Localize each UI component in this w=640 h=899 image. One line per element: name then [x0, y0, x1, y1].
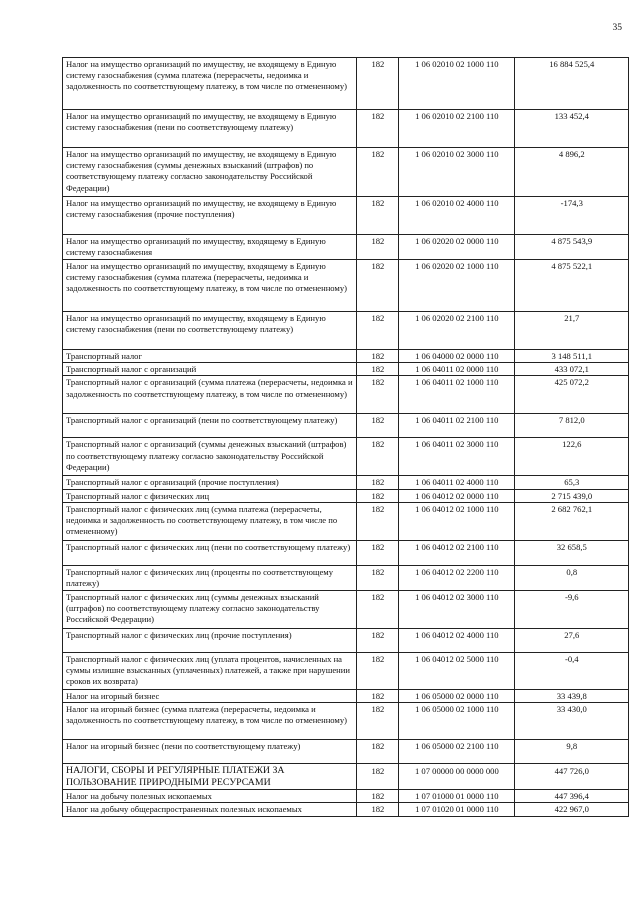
amount-cell: 122,6	[514, 438, 628, 476]
administrator-code-cell: 182	[356, 58, 399, 110]
income-name-cell: Транспортный налог с физических лиц	[63, 489, 357, 502]
administrator-code-cell: 182	[356, 363, 399, 376]
amount-cell: -9,6	[514, 590, 628, 628]
table-row	[63, 540, 629, 565]
income-name-cell: Транспортный налог с физических лиц (проценты по соответствующему платежу)	[63, 565, 357, 590]
amount-cell: 33 439,8	[514, 689, 628, 702]
table-row	[63, 260, 629, 312]
page-number: 35	[612, 23, 622, 33]
income-name-cell: Налог на имущество организаций по имуществу, не входящему в Единую систему газоснабжения (прочие поступления)	[63, 197, 357, 235]
administrator-code-cell: 182	[356, 438, 399, 476]
income-name-cell: Транспортный налог с физических лиц (уплата процентов, начисленных на суммы излишне взысканных (уплаченных) платежей, а также при нарушении сроков их возврата)	[63, 652, 357, 689]
revenue-table	[62, 57, 629, 817]
budget-classification-code-cell: 1 06 04000 02 0000 110	[399, 350, 514, 363]
budget-classification-code-cell: 1 06 02020 02 2100 110	[399, 312, 514, 350]
table-row	[63, 476, 629, 489]
income-name-cell: Налог на игорный бизнес (сумма платежа (перерасчеты, недоимка и задолженность по соответствующему платежу, в том числе по отмененному)	[63, 703, 357, 740]
amount-cell: -174,3	[514, 197, 628, 235]
budget-classification-code-cell: 1 06 04012 02 2100 110	[399, 540, 514, 565]
budget-classification-code-cell: 1 06 04011 02 2100 110	[399, 414, 514, 438]
table-row	[63, 489, 629, 502]
income-name-cell: Налог на имущество организаций по имуществу, входящему в Единую систему газоснабжения	[63, 235, 357, 260]
income-name-cell: Транспортный налог с физических лиц (суммы денежных взысканий (штрафов) по соответствующему платежу согласно законодательству Российской Федерации)	[63, 590, 357, 628]
administrator-code-cell: 182	[356, 565, 399, 590]
table-row	[63, 565, 629, 590]
amount-cell: 4 875 522,1	[514, 260, 628, 312]
amount-cell: 33 430,0	[514, 703, 628, 740]
table-row	[63, 110, 629, 148]
budget-classification-code-cell: 1 06 04012 02 2200 110	[399, 565, 514, 590]
budget-classification-code-cell: 1 06 02010 02 3000 110	[399, 148, 514, 197]
amount-cell: 0,8	[514, 565, 628, 590]
administrator-code-cell: 182	[356, 197, 399, 235]
administrator-code-cell: 182	[356, 740, 399, 764]
budget-classification-code-cell: 1 06 04011 02 0000 110	[399, 363, 514, 376]
administrator-code-cell: 182	[356, 803, 399, 817]
table-row	[63, 376, 629, 414]
amount-cell: 447 396,4	[514, 790, 628, 803]
income-name-cell: Транспортный налог с организаций (прочие поступления)	[63, 476, 357, 489]
amount-cell: 7 812,0	[514, 414, 628, 438]
administrator-code-cell: 182	[356, 110, 399, 148]
budget-classification-code-cell: 1 07 00000 00 0000 000	[399, 764, 514, 790]
income-name-cell: Налог на имущество организаций по имуществу, не входящему в Единую систему газоснабжения (сумма платежа (перерасчеты, недоимка и задолженность по соответствующему платежу, в том числе по отмененному)	[63, 58, 357, 110]
budget-classification-code-cell: 1 07 01020 01 0000 110	[399, 803, 514, 817]
budget-classification-code-cell: 1 06 04012 02 4000 110	[399, 628, 514, 652]
amount-cell: 2 682 762,1	[514, 502, 628, 540]
table-row	[63, 58, 629, 110]
amount-cell: 27,6	[514, 628, 628, 652]
table-row	[63, 740, 629, 764]
budget-classification-code-cell: 1 06 04011 02 3000 110	[399, 438, 514, 476]
table-row	[63, 628, 629, 652]
table-row	[63, 414, 629, 438]
table-row	[63, 703, 629, 740]
budget-classification-code-cell: 1 06 04011 02 4000 110	[399, 476, 514, 489]
table-row	[63, 235, 629, 260]
budget-classification-code-cell: 1 06 02020 02 1000 110	[399, 260, 514, 312]
income-name-cell: НАЛОГИ, СБОРЫ И РЕГУЛЯРНЫЕ ПЛАТЕЖИ ЗА ПОЛЬЗОВАНИЕ ПРИРОДНЫМИ РЕСУРСАМИ	[63, 764, 357, 790]
administrator-code-cell: 182	[356, 414, 399, 438]
income-name-cell: Налог на игорный бизнес	[63, 689, 357, 702]
income-name-cell: Транспортный налог с организаций (пени по соответствующему платежу)	[63, 414, 357, 438]
table-row	[63, 197, 629, 235]
amount-cell: 425 072,2	[514, 376, 628, 414]
administrator-code-cell: 182	[356, 350, 399, 363]
amount-cell: 65,3	[514, 476, 628, 489]
budget-classification-code-cell: 1 06 05000 02 2100 110	[399, 740, 514, 764]
table-row	[63, 502, 629, 540]
income-name-cell: Налог на добычу полезных ископаемых	[63, 790, 357, 803]
income-name-cell: Налог на имущество организаций по имуществу, входящему в Единую систему газоснабжения (сумма платежа (перерасчеты, недоимка и задолженность по соответствующему платежу, в том числе по отмененному)	[63, 260, 357, 312]
administrator-code-cell: 182	[356, 764, 399, 790]
table-row	[63, 363, 629, 376]
administrator-code-cell: 182	[356, 148, 399, 197]
administrator-code-cell: 182	[356, 540, 399, 565]
administrator-code-cell: 182	[356, 703, 399, 740]
administrator-code-cell: 182	[356, 590, 399, 628]
administrator-code-cell: 182	[356, 376, 399, 414]
amount-cell: 21,7	[514, 312, 628, 350]
budget-classification-code-cell: 1 06 02010 02 4000 110	[399, 197, 514, 235]
income-name-cell: Транспортный налог	[63, 350, 357, 363]
revenue-table-body	[63, 58, 629, 817]
income-name-cell: Налог на имущество организаций по имуществу, не входящему в Единую систему газоснабжения (суммы денежных взысканий (штрафов) по соответствующему платежу согласно законодательству Российской Федерации)	[63, 148, 357, 197]
budget-classification-code-cell: 1 06 04012 02 0000 110	[399, 489, 514, 502]
table-row	[63, 438, 629, 476]
budget-classification-code-cell: 1 06 02020 02 0000 110	[399, 235, 514, 260]
administrator-code-cell: 182	[356, 652, 399, 689]
table-row	[63, 652, 629, 689]
administrator-code-cell: 182	[356, 235, 399, 260]
budget-classification-code-cell: 1 06 02010 02 2100 110	[399, 110, 514, 148]
income-name-cell: Транспортный налог с физических лиц (пени по соответствующему платежу)	[63, 540, 357, 565]
amount-cell: 433 072,1	[514, 363, 628, 376]
income-name-cell: Налог на добычу общераспространенных полезных ископаемых	[63, 803, 357, 817]
table-row	[63, 312, 629, 350]
budget-classification-code-cell: 1 06 04012 02 3000 110	[399, 590, 514, 628]
table-row	[63, 148, 629, 197]
table-row	[63, 790, 629, 803]
amount-cell: 16 884 525,4	[514, 58, 628, 110]
amount-cell: -0,4	[514, 652, 628, 689]
table-row	[63, 350, 629, 363]
administrator-code-cell: 182	[356, 689, 399, 702]
amount-cell: 133 452,4	[514, 110, 628, 148]
amount-cell: 4 875 543,9	[514, 235, 628, 260]
amount-cell: 447 726,0	[514, 764, 628, 790]
table-row	[63, 689, 629, 702]
amount-cell: 3 148 511,1	[514, 350, 628, 363]
budget-classification-code-cell: 1 06 04012 02 1000 110	[399, 502, 514, 540]
administrator-code-cell: 182	[356, 476, 399, 489]
table-row	[63, 590, 629, 628]
administrator-code-cell: 182	[356, 790, 399, 803]
budget-classification-code-cell: 1 06 02010 02 1000 110	[399, 58, 514, 110]
table-row	[63, 764, 629, 790]
amount-cell: 32 658,5	[514, 540, 628, 565]
income-name-cell: Транспортный налог с организаций	[63, 363, 357, 376]
income-name-cell: Транспортный налог с организаций (суммы денежных взысканий (штрафов) по соответствующему платежу согласно законодательству Российской Федерации)	[63, 438, 357, 476]
amount-cell: 2 715 439,0	[514, 489, 628, 502]
income-name-cell: Налог на имущество организаций по имуществу, не входящему в Единую систему газоснабжения (пени по соответствующему платежу)	[63, 110, 357, 148]
budget-classification-code-cell: 1 06 04012 02 5000 110	[399, 652, 514, 689]
income-name-cell: Транспортный налог с организаций (сумма платежа (перерасчеты, недоимка и задолженность по соответствующему платежу, в том числе по отмененному)	[63, 376, 357, 414]
amount-cell: 4 896,2	[514, 148, 628, 197]
budget-classification-code-cell: 1 06 05000 02 1000 110	[399, 703, 514, 740]
administrator-code-cell: 182	[356, 260, 399, 312]
budget-classification-code-cell: 1 06 04011 02 1000 110	[399, 376, 514, 414]
income-name-cell: Транспортный налог с физических лиц (прочие поступления)	[63, 628, 357, 652]
table-row	[63, 803, 629, 817]
administrator-code-cell: 182	[356, 489, 399, 502]
amount-cell: 422 967,0	[514, 803, 628, 817]
administrator-code-cell: 182	[356, 312, 399, 350]
budget-classification-code-cell: 1 07 01000 01 0000 110	[399, 790, 514, 803]
administrator-code-cell: 182	[356, 502, 399, 540]
administrator-code-cell: 182	[356, 628, 399, 652]
income-name-cell: Транспортный налог с физических лиц (сумма платежа (перерасчеты, недоимка и задолженность по соответствующему платежу, в том числе по отмененному)	[63, 502, 357, 540]
income-name-cell: Налог на имущество организаций по имуществу, входящему в Единую систему газоснабжения (пени по соответствующему платежу)	[63, 312, 357, 350]
amount-cell: 9,8	[514, 740, 628, 764]
income-name-cell: Налог на игорный бизнес (пени по соответствующему платежу)	[63, 740, 357, 764]
budget-classification-code-cell: 1 06 05000 02 0000 110	[399, 689, 514, 702]
